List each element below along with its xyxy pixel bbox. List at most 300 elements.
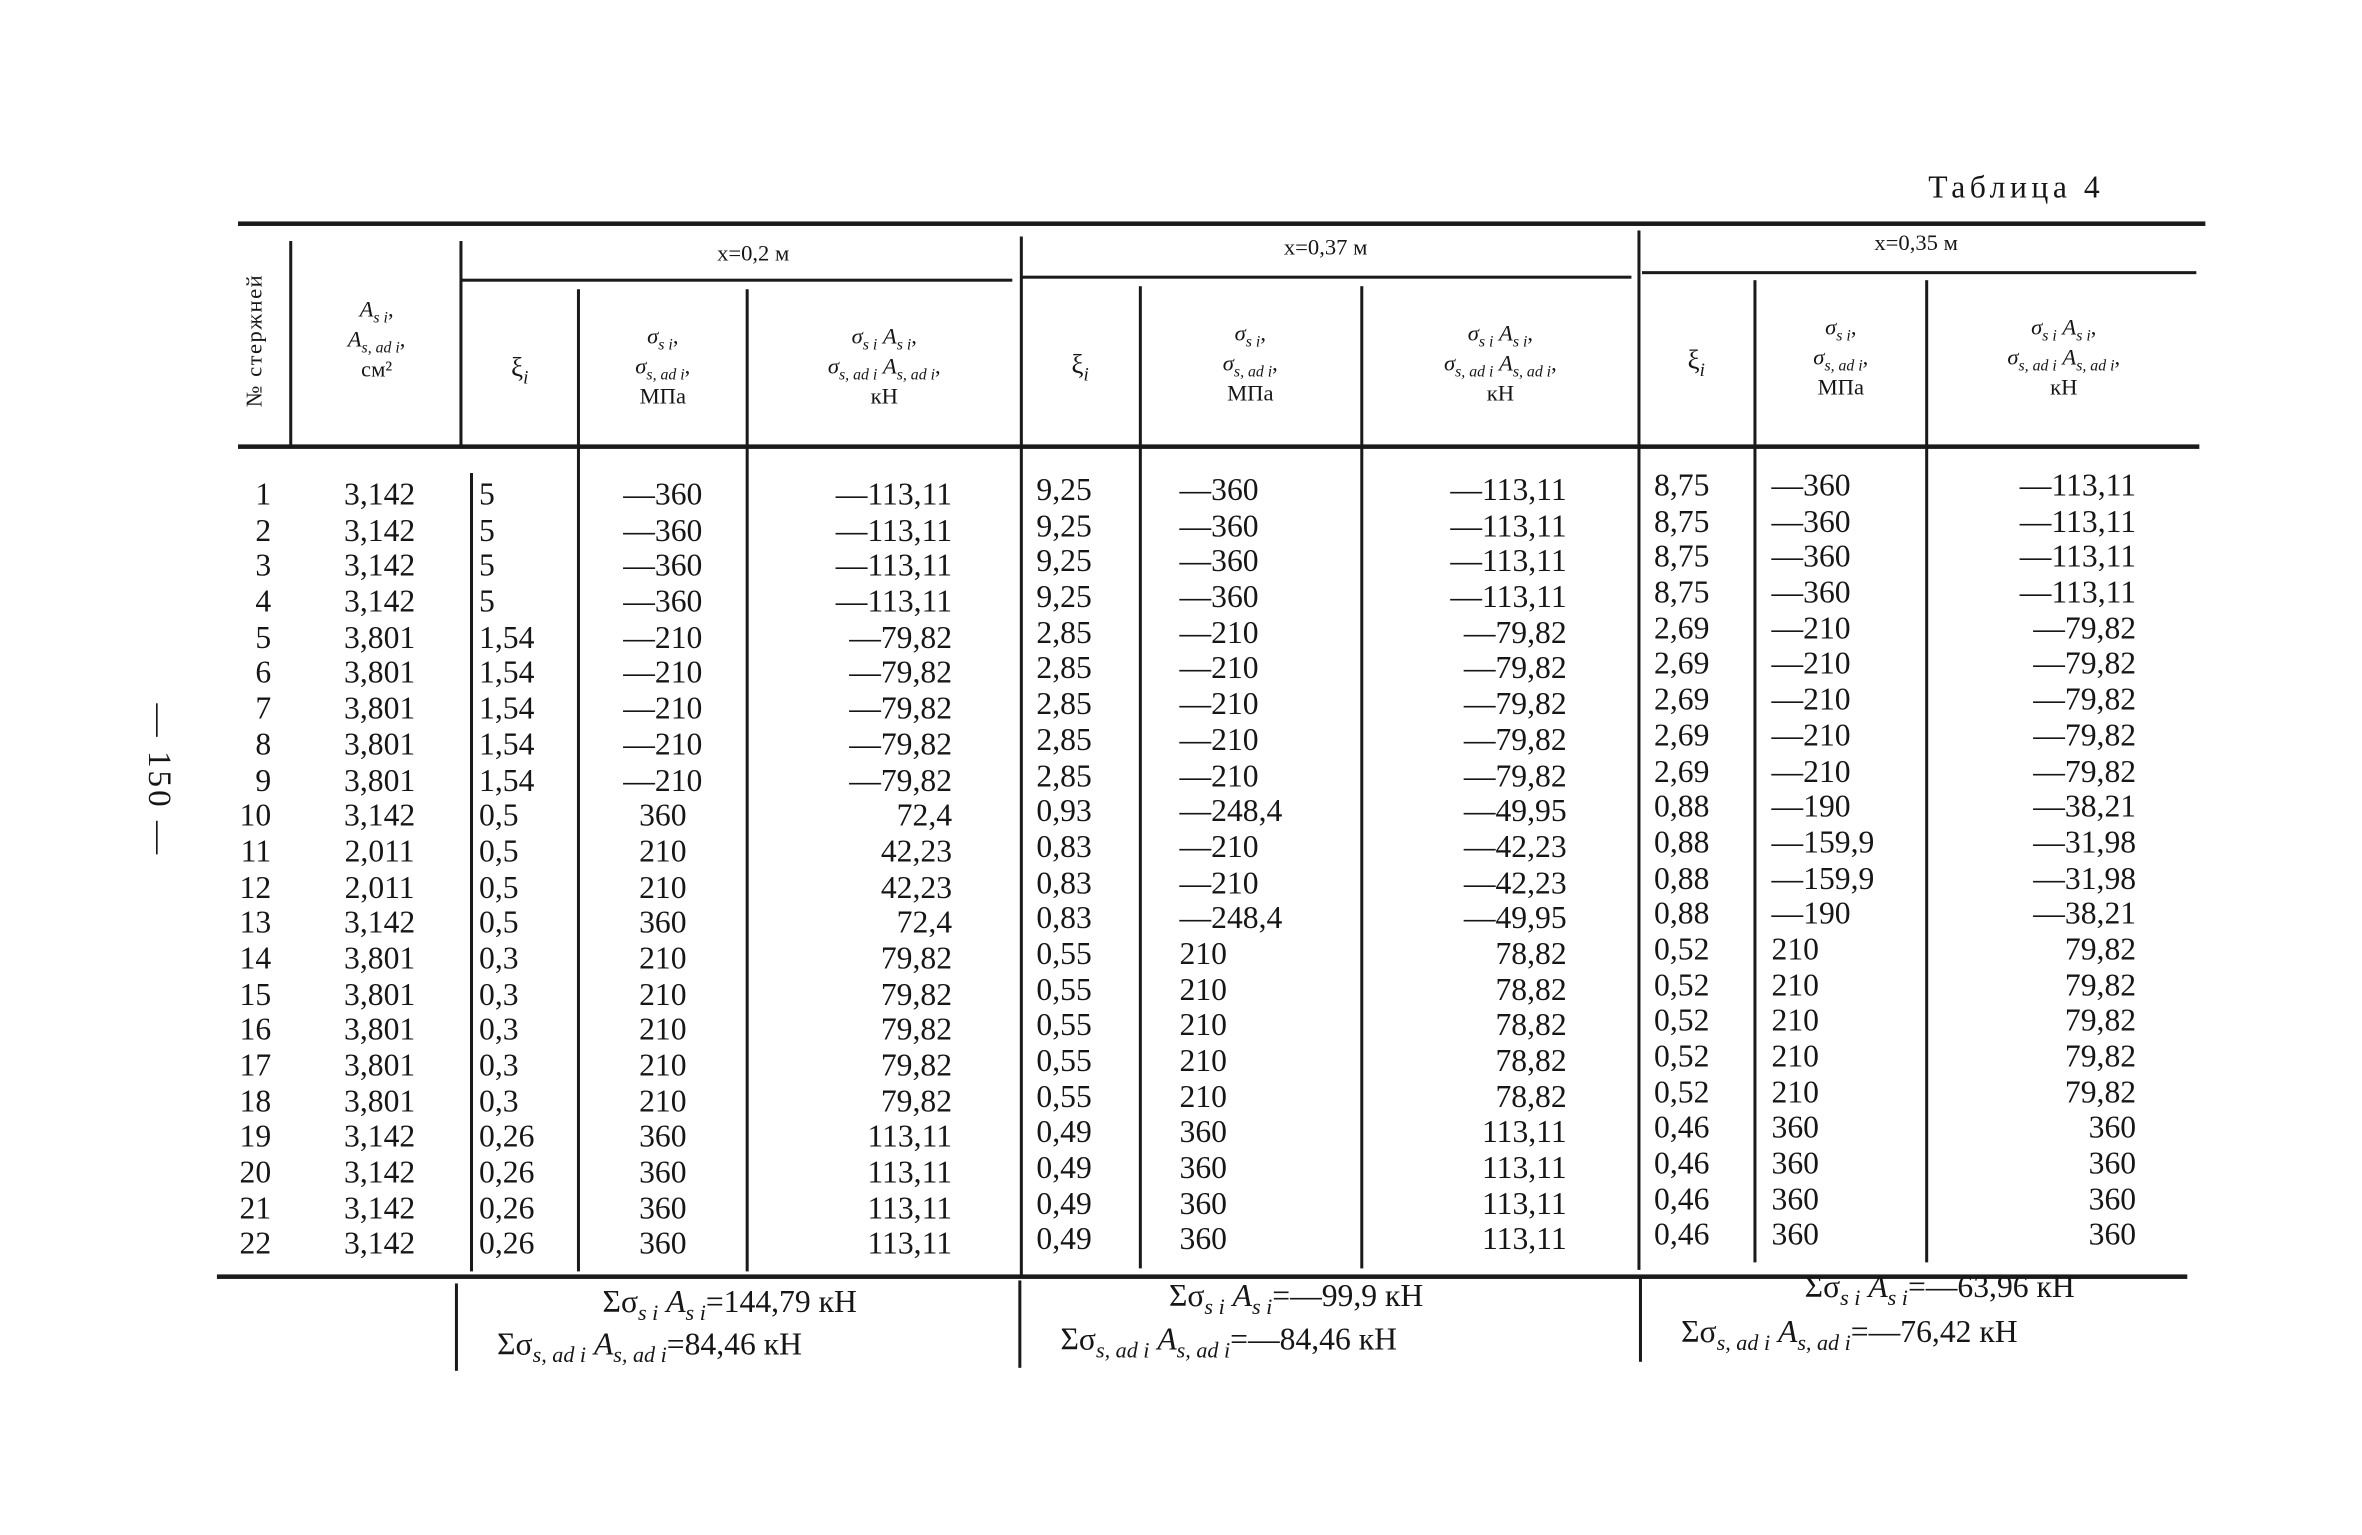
area-column — [304, 478, 455, 1263]
stress-symbol-2: σ — [635, 355, 647, 380]
area-unit: см² — [361, 358, 393, 383]
table-cell: 15 — [239, 975, 272, 1012]
vrule-area-body — [470, 473, 473, 1271]
table-cell: 210 — [639, 1082, 687, 1119]
table-cell: 3,142 — [344, 1118, 416, 1155]
table-cell: 3,142 — [344, 583, 416, 620]
table-cell: —113,11 — [1450, 578, 1567, 615]
area-header: $A_{s i}$, $A_{s, ad i}$, см² — [295, 298, 458, 384]
table-cell: 0,55 — [1036, 1078, 1092, 1115]
area-symbol: A — [1868, 1268, 1888, 1305]
table-cell: 8 — [255, 725, 272, 762]
table-cell: 0,55 — [1036, 1042, 1092, 1079]
group-3-label: x=0,35 м — [1874, 231, 1958, 257]
stress-sub-2: s, ad i — [1824, 358, 1863, 376]
table-cell: 0,52 — [1654, 1002, 1710, 1039]
table-cell: 3,142 — [344, 797, 416, 834]
table-cell: 79,82 — [2064, 1073, 2137, 1110]
sum-sub: s, ad i — [613, 1343, 667, 1369]
table-cell: —360 — [623, 583, 703, 620]
table-cell: —113,11 — [835, 583, 953, 620]
g2-xi-column — [1036, 473, 1135, 1258]
force-symbol-2: σ — [827, 355, 840, 380]
table-cell: 3,801 — [344, 761, 416, 798]
table-cell: —79,82 — [2033, 752, 2137, 789]
g2-stress-header: $\sigma_{s i}$, $\sigma_{s, ad i}$, МПа — [1143, 322, 1357, 408]
table-cell: 113,11 — [867, 1118, 953, 1155]
table-cell: —210 — [1771, 645, 1851, 682]
sum-sub: s, ad i — [1176, 1339, 1231, 1364]
table-cell: 3,801 — [344, 1046, 416, 1084]
area-symbol: A — [1157, 1321, 1177, 1358]
stress-unit: МПа — [639, 385, 687, 410]
force-symbol-1b: A — [882, 325, 897, 350]
table-cell: —360 — [1771, 574, 1851, 611]
table-cell: 5 — [255, 618, 272, 655]
table-cell: 360 — [1771, 1216, 1819, 1253]
table-cell: 3,142 — [344, 904, 416, 941]
table-cell: 3,801 — [344, 1082, 416, 1119]
g1-sum-2 — [497, 1326, 802, 1370]
table-cell: 360 — [1771, 1144, 1819, 1182]
area-sub-2: s, ad i — [361, 340, 400, 358]
table-cell: 42,23 — [880, 868, 953, 905]
table-cell: 1,54 — [479, 654, 535, 691]
table-cell: 5 — [479, 583, 495, 620]
g1-sum-1 — [603, 1283, 857, 1327]
sum-sub: s i — [1887, 1286, 1908, 1311]
table-cell: —42,23 — [1463, 864, 1567, 901]
table-cell: 22 — [239, 1225, 272, 1262]
table-cell: 3,142 — [344, 476, 416, 513]
table-cell: 3,801 — [344, 725, 416, 762]
sigma: Σσ — [1804, 1268, 1841, 1305]
force-unit: кН — [1486, 382, 1515, 407]
g1-stress-column — [591, 478, 736, 1263]
table-cell: 0,46 — [1654, 1180, 1710, 1217]
g3-stress-column — [1772, 468, 1920, 1253]
table-cell: —360 — [1771, 502, 1851, 539]
table-cell: 8,75 — [1654, 538, 1710, 575]
table-cell: 0,26 — [479, 1225, 535, 1262]
vrule-g1-xi — [577, 289, 580, 1271]
table-cell: —210 — [1771, 681, 1851, 718]
area-symbol-1: A — [359, 298, 374, 323]
table-cell: 360 — [639, 904, 687, 941]
force-sub-1: s i — [1478, 334, 1494, 351]
force-symbol-2: σ — [1443, 352, 1456, 377]
xi-sub: i — [1083, 363, 1089, 386]
vrule-g3-xi — [1753, 280, 1756, 1262]
table-cell: 210 — [639, 868, 687, 905]
area-sub-1: s i — [373, 310, 388, 327]
table-cell: 0,93 — [1036, 792, 1092, 829]
sigma: Σσ — [1168, 1277, 1205, 1314]
table-cell: 4 — [255, 583, 272, 620]
force-sub-1b: s i — [1512, 334, 1528, 351]
table-cell: 79,82 — [2064, 966, 2137, 1003]
stress-symbol-1: σ — [1825, 316, 1837, 341]
g1-xi-header — [464, 352, 575, 388]
table-cell: —113,11 — [1450, 542, 1567, 580]
table-cell: —210 — [1179, 756, 1259, 794]
table-cell: 0,83 — [1036, 899, 1092, 936]
table-cell: 210 — [1179, 1006, 1227, 1043]
xi-sub: i — [1699, 359, 1705, 381]
table-cell: 17 — [239, 1046, 272, 1084]
force-symbol-2b: A — [2062, 346, 2077, 371]
table-cell: —79,82 — [849, 725, 953, 762]
table-cell: 7 — [255, 690, 272, 727]
table-cell: 360 — [639, 1225, 687, 1262]
table-cell: 0,5 — [479, 832, 519, 870]
stress-sub-1: s i — [1245, 334, 1261, 351]
stress-sub-2: s, ad i — [646, 367, 685, 385]
table-cell: 0,5 — [479, 797, 519, 834]
table-cell: 210 — [1771, 1002, 1819, 1039]
force-symbol-1b: A — [2062, 316, 2077, 341]
table-cell: 2,85 — [1036, 756, 1092, 794]
table-cell: —360 — [623, 476, 703, 513]
table-cell: —113,11 — [2019, 538, 2137, 575]
table-cell: —79,82 — [1463, 614, 1567, 651]
table-cell: —79,82 — [2033, 716, 2137, 753]
table-cell: 3,142 — [344, 1153, 416, 1191]
vrule-g2-xi — [1139, 286, 1142, 1268]
table-cell: 0,3 — [479, 1011, 519, 1048]
force-symbol-1b: A — [1499, 322, 1513, 347]
table-cell: 3,801 — [344, 618, 416, 655]
table-cell: 0,5 — [479, 868, 519, 905]
table-cell: 0,55 — [1036, 971, 1092, 1008]
sum-value: =—76,42 кН — [1850, 1313, 2018, 1350]
sum-sub: s, ad i — [1797, 1331, 1851, 1357]
table-cell: 0,49 — [1036, 1149, 1092, 1186]
force-symbol-1: σ — [1467, 322, 1479, 347]
g2-force-header: $\sigma_{s i}$ $A_{s i}$, $\sigma_{s, ad i}$ $A_{s, ad i}$, кН — [1365, 322, 1636, 408]
sum-sub: s i — [638, 1301, 659, 1326]
table-cell: 9,25 — [1036, 471, 1092, 508]
g3-force-column — [1928, 468, 2136, 1253]
table-cell: —210 — [1179, 649, 1259, 687]
table-cell: 0,49 — [1036, 1185, 1092, 1222]
table-cell: —79,82 — [2033, 681, 2137, 718]
table-cell: 78,82 — [1495, 971, 1567, 1008]
table-cell: 3,142 — [344, 1225, 416, 1262]
table-cell: 79,82 — [2064, 1037, 2137, 1075]
table-cell: 79,82 — [880, 1082, 953, 1119]
table-cell: 0,46 — [1654, 1144, 1710, 1182]
table-cell: 1,54 — [479, 690, 535, 727]
area-symbol: A — [666, 1283, 686, 1320]
table-cell: 20 — [239, 1153, 272, 1191]
table-cell: 0,52 — [1654, 1037, 1710, 1075]
vrule-area — [459, 241, 462, 446]
table-cell: 1,54 — [479, 618, 535, 655]
table-cell: 79,82 — [880, 1046, 953, 1084]
table-cell: 12 — [239, 868, 272, 905]
table-cell: 0,3 — [479, 1046, 519, 1084]
sum-value: =84,46 кН — [666, 1325, 802, 1362]
table-cell: 2,011 — [344, 868, 415, 905]
group-2-rule — [1021, 276, 1631, 279]
table-cell: 210 — [639, 832, 687, 870]
stress-symbol-2: σ — [1222, 352, 1234, 377]
force-sub-1b: s i — [896, 337, 912, 355]
table-cell: —113,11 — [2019, 502, 2137, 539]
sum-value: =—84,46 кН — [1230, 1321, 1397, 1358]
table-cell: —360 — [1771, 466, 1851, 504]
area-symbol: A — [1232, 1277, 1252, 1314]
xi-symbol: ξ — [1071, 349, 1084, 380]
table-cell: 18 — [239, 1082, 272, 1119]
table-cell: 3,801 — [344, 654, 416, 691]
table-cell: 5 — [479, 511, 495, 548]
g3-xi-column — [1654, 468, 1747, 1253]
table-cell: —79,82 — [2033, 609, 2137, 646]
table-cell: 3,801 — [344, 1011, 416, 1048]
table-cell: 79,82 — [2064, 1002, 2137, 1039]
table-cell: 360 — [1179, 1185, 1227, 1222]
table-cell: 0,88 — [1654, 788, 1710, 825]
g2-sum-2 — [1061, 1321, 1397, 1365]
table-cell: 8,75 — [1654, 574, 1710, 611]
table-cell: 78,82 — [1495, 1006, 1567, 1043]
table-cell: —49,95 — [1463, 899, 1567, 936]
g3-xi-header — [1642, 345, 1750, 381]
table-cell: 113,11 — [867, 1189, 953, 1226]
force-sub-2b: s, ad i — [1512, 364, 1552, 382]
table-cell: 5 — [479, 547, 495, 584]
table-cell: —79,82 — [849, 654, 953, 691]
sigma: Σσ — [1681, 1313, 1717, 1350]
table-cell: 360 — [639, 1118, 687, 1155]
group-2-label: x=0,37 м — [1283, 236, 1368, 261]
table-cell: —79,82 — [849, 618, 953, 655]
table-cell: —113,11 — [835, 547, 953, 584]
table-cell: 2,69 — [1654, 609, 1710, 646]
table-cell: —159,9 — [1771, 859, 1875, 896]
table-cell: 0,46 — [1654, 1109, 1710, 1146]
table-cell: 0,52 — [1654, 930, 1710, 968]
table-cell: 0,88 — [1654, 823, 1710, 860]
table-cell: 2,85 — [1036, 649, 1092, 687]
table-cell: 210 — [1179, 935, 1227, 972]
table-top-rule — [238, 221, 2205, 226]
group-3-rule — [1642, 271, 2196, 274]
table-cell: —210 — [623, 690, 703, 727]
vrule-sum-2 — [1018, 1280, 1021, 1367]
sum-sub: s, ad i — [1716, 1331, 1771, 1357]
table-cell: 2,011 — [344, 832, 415, 870]
table-cell: 2,85 — [1036, 721, 1092, 758]
area-symbol-2: A — [347, 328, 362, 353]
table-cell: 2,69 — [1654, 716, 1710, 753]
table-cell: 72,4 — [896, 904, 953, 941]
table-cell: —113,11 — [1450, 471, 1567, 508]
table-cell: —210 — [1179, 828, 1259, 865]
vrule-rod — [289, 241, 292, 446]
table-cell: 0,55 — [1036, 935, 1092, 972]
table-cell: 79,82 — [2064, 930, 2137, 968]
stress-sub-1: s i — [1836, 328, 1851, 345]
sum-sub: s i — [685, 1301, 706, 1326]
table-cell: 360 — [1179, 1220, 1227, 1257]
force-sub-2: s, ad i — [1455, 364, 1494, 382]
g3-sum-1 — [1805, 1268, 2075, 1312]
stress-symbol-1: σ — [647, 325, 659, 350]
table-cell: 113,11 — [867, 1225, 953, 1262]
sum-sub: s, ad i — [532, 1343, 587, 1369]
table-cell: 21 — [239, 1189, 272, 1226]
table-cell: —31,98 — [2033, 823, 2137, 860]
table-cell: 3,801 — [344, 690, 416, 727]
table-cell: —210 — [1771, 752, 1851, 789]
table-cell: 0,88 — [1654, 895, 1710, 932]
table-cell: 210 — [639, 975, 687, 1012]
table-title: Таблица 4 — [1928, 168, 2105, 205]
table-cell: 0,3 — [479, 975, 519, 1012]
table-cell: 16 — [239, 1011, 272, 1048]
table-cell: 3,801 — [344, 975, 416, 1012]
table-cell: —31,98 — [2033, 859, 2137, 896]
table-cell: —159,9 — [1771, 823, 1875, 860]
table-cell: —190 — [1771, 788, 1851, 825]
table-cell: 360 — [2088, 1180, 2137, 1217]
table-cell: —79,82 — [2033, 645, 2137, 682]
group-1-rule — [461, 279, 1012, 282]
force-sub-2: s, ad i — [839, 367, 878, 385]
table-cell: 79,82 — [880, 939, 953, 977]
table-cell: 210 — [1179, 1078, 1227, 1115]
force-unit: кН — [2050, 376, 2078, 401]
force-unit: кН — [870, 385, 898, 410]
table-cell: 0,3 — [479, 939, 519, 977]
table-cell: 113,11 — [1481, 1185, 1567, 1222]
table-cell: —248,4 — [1179, 792, 1283, 829]
table-cell: 8,75 — [1654, 502, 1710, 539]
table-cell: —360 — [1179, 471, 1259, 508]
table-cell: 10 — [239, 797, 272, 834]
table-cell: 0,83 — [1036, 864, 1092, 901]
table-cell: —210 — [1771, 609, 1851, 646]
force-sub-2: s, ad i — [2018, 358, 2057, 376]
table-cell: 3,142 — [344, 1189, 416, 1226]
force-symbol-1: σ — [2031, 316, 2043, 341]
stress-sub-2: s, ad i — [1233, 364, 1273, 382]
table-cell: —360 — [1179, 578, 1259, 615]
vrule-sum-3 — [1639, 1277, 1642, 1361]
table-cell: 360 — [2088, 1216, 2137, 1253]
table-cell: —360 — [623, 547, 703, 584]
table-cell: —360 — [623, 511, 703, 548]
table-cell: 0,26 — [479, 1118, 535, 1155]
table-cell: 0,88 — [1654, 859, 1710, 896]
force-sub-1: s i — [2042, 328, 2057, 345]
table-cell: 360 — [639, 1189, 687, 1226]
g3-stress-header: $\sigma_{s i}$, $\sigma_{s, ad i}$, МПа — [1758, 316, 1924, 402]
table-cell: 9,25 — [1036, 507, 1092, 544]
table-cell: 210 — [1179, 1042, 1227, 1079]
xi-sub: i — [523, 366, 529, 389]
table-cell: —79,82 — [1463, 685, 1567, 722]
sigma: Σσ — [1060, 1321, 1096, 1358]
table-cell: 3,801 — [344, 939, 416, 977]
table-cell: —113,11 — [2019, 574, 2137, 611]
rod-number-column — [211, 478, 271, 1263]
sum-value: =—63,96 кН — [1907, 1268, 2075, 1305]
area-symbol: A — [593, 1325, 614, 1362]
table-cell: 360 — [1771, 1180, 1819, 1217]
table-cell: 0,49 — [1036, 1220, 1092, 1257]
table-cell: 0,55 — [1036, 1006, 1092, 1043]
table-cell: 9,25 — [1036, 542, 1092, 580]
stress-unit: МПа — [1817, 376, 1865, 401]
stress-unit: МПа — [1227, 382, 1274, 407]
table-cell: 3,142 — [344, 511, 416, 548]
table-cell: 360 — [639, 1153, 687, 1191]
g1-force-header: $\sigma_{s i}$ $A_{s i}$, $\sigma_{s, ad i}$ $A_{s, ad i}$, кН — [750, 325, 1018, 411]
table-cell: —210 — [1179, 864, 1259, 901]
table-cell: —210 — [1771, 716, 1851, 753]
vrule-g1-end — [1020, 237, 1023, 1276]
g2-force-column — [1368, 473, 1567, 1258]
sum-sub: s i — [1840, 1286, 1861, 1311]
stress-symbol-2: σ — [1813, 346, 1825, 371]
table-cell: 78,82 — [1495, 1042, 1567, 1079]
sum-value: =—99,9 кН — [1272, 1277, 1424, 1314]
table-cell: 360 — [2088, 1144, 2137, 1182]
sigma: Σσ — [497, 1325, 533, 1362]
force-symbol-1: σ — [851, 325, 863, 350]
force-symbol-2: σ — [2007, 346, 2019, 371]
table-cell: 5 — [479, 476, 495, 513]
table-cell: —248,4 — [1179, 899, 1283, 936]
table-cell: 0,26 — [479, 1153, 535, 1191]
table-cell: —49,95 — [1463, 792, 1567, 829]
table-cell: 1,54 — [479, 761, 535, 798]
table-cell: 2,69 — [1654, 752, 1710, 789]
vrule-g1-stress — [746, 289, 749, 1271]
table-cell: 360 — [1771, 1109, 1819, 1146]
table-cell: 360 — [1179, 1149, 1227, 1186]
table-cell: 360 — [2088, 1109, 2137, 1146]
table-cell: 0,52 — [1654, 966, 1710, 1003]
g2-sum-1 — [1169, 1277, 1423, 1321]
sum-value: =144,79 кН — [705, 1283, 857, 1320]
table-cell: 113,11 — [867, 1153, 953, 1191]
table-cell: 8,75 — [1654, 466, 1710, 504]
table-cell: —210 — [623, 618, 703, 655]
table-cell: —113,11 — [1450, 507, 1567, 544]
g1-stress-header: $\sigma_{s i}$, $\sigma_{s, ad i}$, МПа — [581, 325, 744, 411]
g1-force-column — [753, 478, 952, 1263]
table-cell: 113,11 — [1481, 1149, 1567, 1186]
sum-sub: s i — [1204, 1295, 1225, 1320]
table-cell: 2,85 — [1036, 685, 1092, 722]
rod-number-header — [229, 235, 283, 446]
table-cell: —38,21 — [2033, 895, 2137, 932]
table-cell: 42,23 — [880, 832, 953, 870]
xi-symbol: ξ — [1687, 344, 1700, 376]
table-cell: 78,82 — [1495, 1078, 1567, 1115]
area-symbol: A — [1777, 1313, 1798, 1350]
table-cell: 2 — [255, 511, 272, 548]
table-cell: —360 — [1179, 542, 1259, 580]
table-cell: 0,49 — [1036, 1113, 1092, 1150]
table-cell: —210 — [1179, 614, 1259, 651]
force-symbol-2b: A — [1499, 352, 1513, 377]
